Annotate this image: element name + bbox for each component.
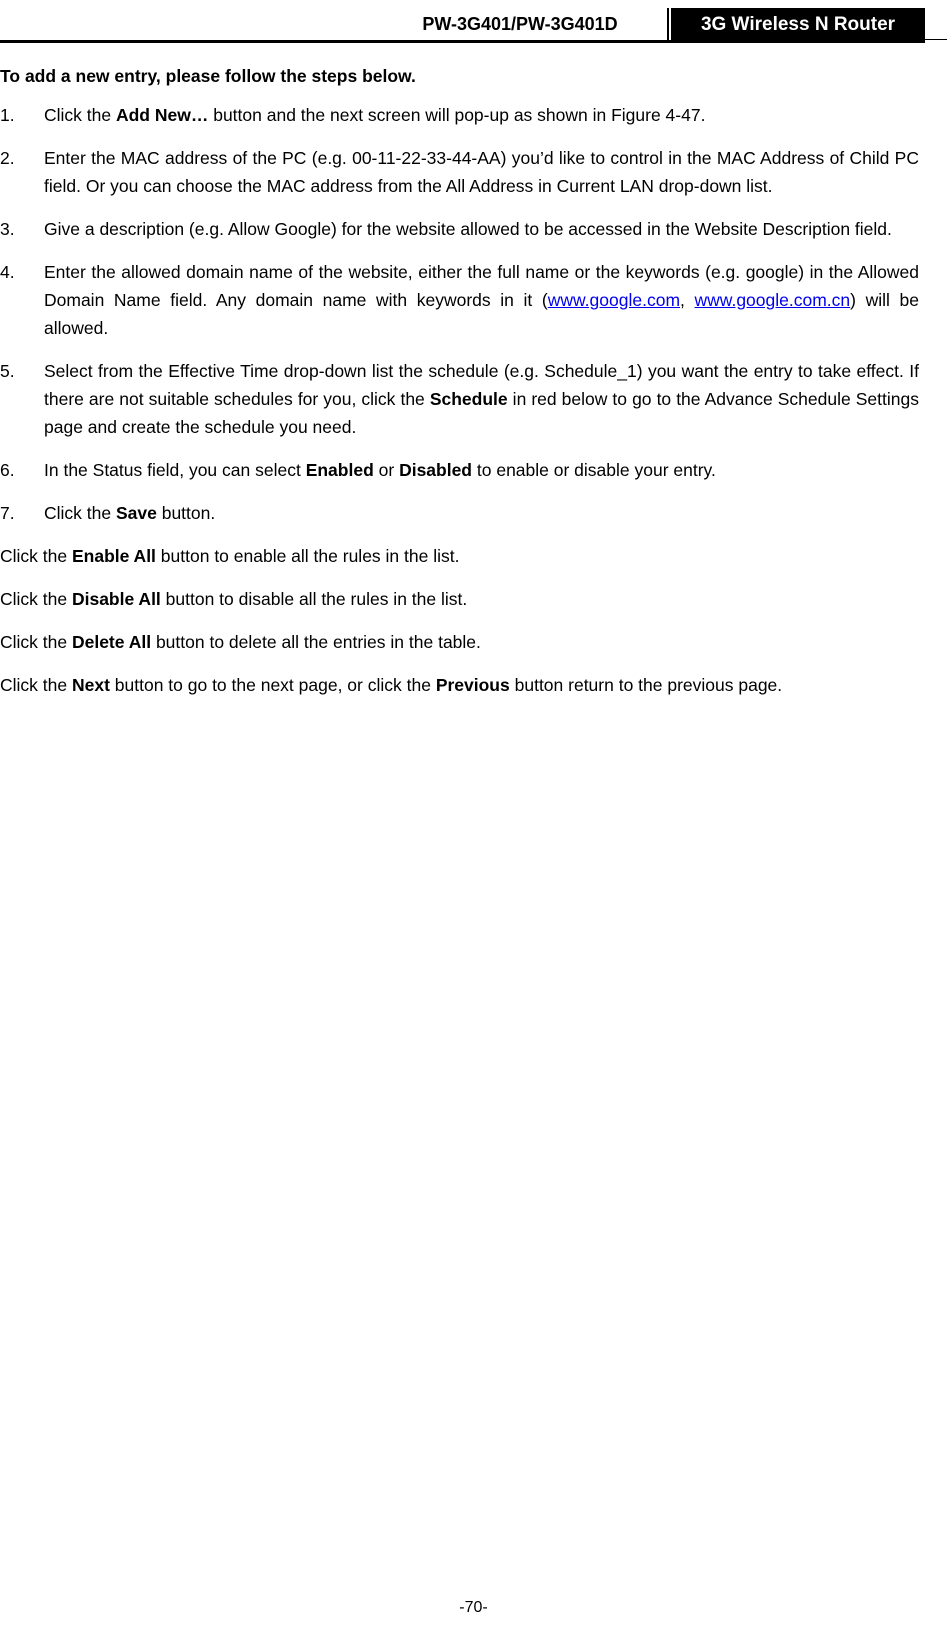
step-text: to enable or disable your entry. [472, 460, 716, 480]
step-6 [0, 456, 919, 484]
google-com-cn-link[interactable]: www.google.com.cn [694, 290, 851, 310]
step-text: , [680, 290, 695, 310]
para-text: button to go to the next page, or click the [109, 675, 436, 695]
step-2 [0, 144, 919, 200]
para-bold-term: Next [71, 675, 110, 695]
header-rule [0, 40, 925, 43]
para-text: Click the [0, 632, 72, 652]
para-text: Click the [0, 589, 72, 609]
step-4 [0, 258, 919, 342]
step-text: In the Status field, you can select [44, 460, 306, 480]
step-bold-term: Schedule [429, 389, 508, 409]
step-text: Select from the Effective Time drop-down list the schedule (e.g. Schedule_1) you want the entry to take effect. If there are not suitable schedules for you, click the [44, 361, 919, 409]
delete-all-paragraph [0, 628, 919, 656]
step-number: 2. [0, 148, 15, 168]
header-product-name: 3G Wireless N Router [700, 14, 896, 35]
step-number: 4. [0, 262, 15, 282]
para-text: button return to the previous page. [509, 675, 783, 695]
step-1 [0, 101, 919, 129]
step-text: Click the [44, 503, 116, 523]
step-number: 1. [0, 105, 15, 125]
step-5 [0, 357, 919, 441]
step-text: button and the next screen will pop-up as shown in Figure 4-47. [208, 105, 706, 125]
para-bold-term: Enable All [71, 546, 156, 566]
para-bold-term: Disable All [71, 589, 161, 609]
step-number: 6. [0, 460, 15, 480]
step-7 [0, 499, 919, 527]
step-text: in red below to go to the Advance Schedule Settings page and create the schedule you need. [44, 389, 919, 437]
step-text: ) will be allowed. [44, 290, 919, 338]
step-text: button. [156, 503, 216, 523]
step-text: or [373, 460, 400, 480]
step-bold-term: Enabled [305, 460, 374, 480]
page-header [0, 0, 947, 44]
step-text: Click the [44, 105, 116, 125]
step-number: 7. [0, 503, 15, 523]
step-bold-term: Save [115, 503, 157, 523]
header-product-tab [665, 8, 925, 41]
steps-heading: To add a new entry, please follow the steps below. [0, 66, 416, 86]
next-previous-paragraph [0, 671, 919, 699]
para-bold-term: Delete All [71, 632, 152, 652]
para-bold-term: Previous [435, 675, 510, 695]
step-number: 5. [0, 361, 15, 381]
page-number: -70- [459, 1599, 488, 1616]
para-text: button to disable all the rules in the list. [160, 589, 468, 609]
step-bold-term: Disabled [399, 460, 473, 480]
para-text: Click the [0, 675, 72, 695]
step-bold-term: Add New… [115, 105, 209, 125]
step-number: 3. [0, 219, 15, 239]
document-body [0, 62, 919, 714]
enable-all-paragraph [0, 542, 919, 570]
step-text: Enter the MAC address of the PC (e.g. 00-11-22-33-44-AA) you’d like to control in the MAC Address of Child PC field. Or you can choose the MAC address from the All Address in Current LAN drop-down list. [44, 148, 919, 196]
disable-all-paragraph [0, 585, 919, 613]
para-text: Click the [0, 546, 72, 566]
google-com-link[interactable]: www.google.com [547, 290, 681, 310]
step-text: Give a description (e.g. Allow Google) for the website allowed to be accessed in the Website Description field. [44, 219, 892, 239]
para-text: button to enable all the rules in the list. [155, 546, 460, 566]
header-model-name: PW-3G401/PW-3G401D [422, 14, 618, 34]
header-rule-end [925, 39, 947, 40]
step-text: Enter the allowed domain name of the website, either the full name or the keywords (e.g. google) in the Allowed Domain Name field. Any domain name with keywords in it ( [44, 262, 919, 310]
step-3 [0, 215, 919, 243]
para-text: button to delete all the entries in the table. [151, 632, 481, 652]
